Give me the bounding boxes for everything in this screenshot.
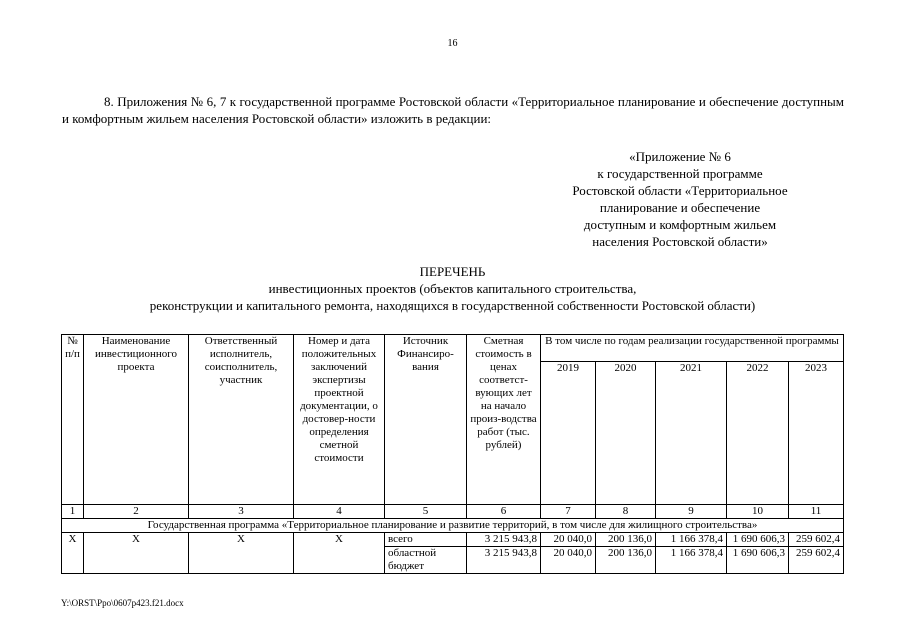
appendix-line: к государственной программе (597, 166, 763, 181)
row-year-value: 20 040,0 (541, 533, 596, 547)
header-executor: Ответственный исполнитель, соисполнитель, участник (189, 335, 294, 505)
row-year-value: 1 690 606,3 (727, 533, 789, 547)
header-years-group: В том числе по годам реализации государственной программы (541, 335, 844, 362)
page-number: 16 (447, 38, 458, 49)
header-year: 2022 (727, 362, 789, 505)
column-number: 7 (541, 505, 596, 519)
row-cost: 3 215 943,8 (467, 533, 541, 547)
header-year: 2023 (789, 362, 844, 505)
header-expertise: Номер и дата положительных заключений экспертизы проектной документации, о достовер-ности определения сметной стоимости (294, 335, 385, 505)
section-title: Государственная программа «Территориальное планирование и развитие территорий, в том числе для жилищного строительства» (62, 519, 844, 533)
row-year-value: 259 602,4 (789, 533, 844, 547)
header-row (62, 335, 844, 362)
column-number: 10 (727, 505, 789, 519)
header-cost: Сметная стоимость в ценах соответст-вующих лет на начало произ-водства работ (тыс. рублей) (467, 335, 541, 505)
column-numbers-row (62, 505, 844, 519)
column-number: 4 (294, 505, 385, 519)
row-year-value: 259 602,4 (789, 547, 844, 574)
appendix-header (520, 148, 840, 250)
header-year: 2019 (541, 362, 596, 505)
row-year-value: 20 040,0 (541, 547, 596, 574)
list-title (0, 263, 905, 314)
column-number: 6 (467, 505, 541, 519)
column-number: 2 (84, 505, 189, 519)
list-subtitle-line1: инвестиционных проектов (объектов капитального строительства, (268, 281, 637, 296)
row-expertise: Х (294, 533, 385, 574)
header-source: Источник Финансиро-вания (385, 335, 467, 505)
appendix-line: населения Ростовской области» (592, 234, 768, 249)
appendix-line: Ростовской области «Территориальное (572, 183, 788, 198)
row-year-value: 200 136,0 (596, 547, 656, 574)
appendix-line: «Приложение № 6 (629, 149, 731, 164)
list-subtitle-line2: реконструкции и капитального ремонта, находящихся в государственной собственности Ростовской области) (149, 298, 756, 313)
row-year-value: 200 136,0 (596, 533, 656, 547)
header-name: Наименование инвестиционного проекта (84, 335, 189, 505)
header-year: 2020 (596, 362, 656, 505)
row-year-value: 1 166 378,4 (656, 533, 727, 547)
table-row (62, 533, 844, 547)
row-source: всего (385, 533, 467, 547)
row-year-value: 1 690 606,3 (727, 547, 789, 574)
row-num: Х (62, 533, 84, 574)
list-heading: ПЕРЕЧЕНЬ (419, 264, 486, 279)
column-number: 3 (189, 505, 294, 519)
row-year-value: 1 166 378,4 (656, 547, 727, 574)
row-executor: Х (189, 533, 294, 574)
column-number: 9 (656, 505, 727, 519)
row-source: областной бюджет (385, 547, 467, 574)
header-year: 2021 (656, 362, 727, 505)
column-number: 11 (789, 505, 844, 519)
column-number: 5 (385, 505, 467, 519)
footer-file-path: Y:\ORST\Ppo\0607p423.f21.docx (61, 598, 184, 608)
row-cost: 3 215 943,8 (467, 547, 541, 574)
column-number: 1 (62, 505, 84, 519)
column-number: 8 (596, 505, 656, 519)
appendix-line: доступным и комфортным жильем (583, 217, 777, 232)
projects-table (61, 334, 844, 574)
amendment-paragraph: 8. Приложения № 6, 7 к государственной программе Ростовской области «Территориальное планирование и обеспечение доступным и комфортным жильем населения Ростовской области» изложить в редакции: (62, 94, 844, 126)
section-row (62, 519, 844, 533)
appendix-line: планирование и обеспечение (599, 200, 761, 215)
header-num: № п/п (62, 335, 84, 505)
row-name: Х (84, 533, 189, 574)
